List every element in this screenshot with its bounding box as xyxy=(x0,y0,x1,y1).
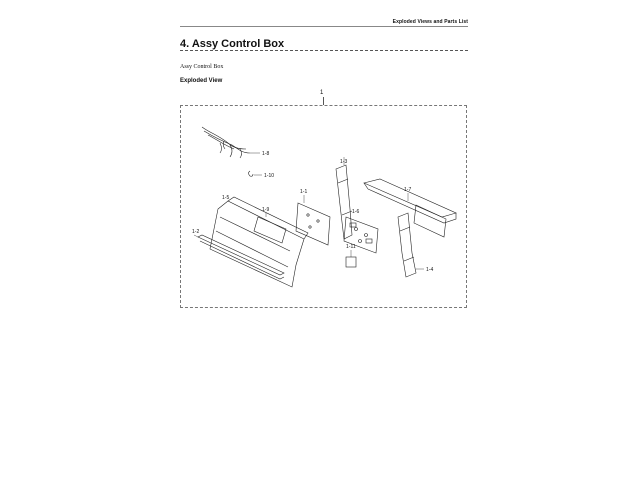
part-label-1-2: 1-2 xyxy=(192,229,200,235)
part-label-1-3: 1-3 xyxy=(340,159,348,165)
part-label-1-10: 1-10 xyxy=(264,173,275,179)
assembly-label: 1 xyxy=(320,90,324,96)
side-bracket-left-part xyxy=(336,157,352,239)
assembly-leader xyxy=(323,97,324,105)
part-label-1-5: 1-5 xyxy=(222,195,230,201)
header-rule xyxy=(180,26,468,27)
part-label-1-1: 1-1 xyxy=(300,189,308,195)
running-header: Exploded Views and Parts List xyxy=(392,19,468,25)
side-bracket-right-part xyxy=(398,213,424,277)
page-title: 4. Assy Control Box xyxy=(180,38,285,50)
part-label-1-6: 1-6 xyxy=(352,209,360,215)
part-label-1-8: 1-8 xyxy=(262,151,270,157)
clip-part xyxy=(249,171,263,176)
part-label-1-4: 1-4 xyxy=(426,267,434,273)
display-window-part xyxy=(254,213,286,243)
part-label-1-9: 1-9 xyxy=(262,207,270,213)
title-rule xyxy=(180,50,468,51)
wire-harness-part xyxy=(202,127,260,158)
part-label-1-7: 1-7 xyxy=(404,187,412,193)
tag-part xyxy=(346,250,356,267)
front-panel-part xyxy=(210,197,308,287)
exploded-view-diagram xyxy=(180,105,467,308)
section-heading: Exploded View xyxy=(180,78,223,84)
assembly-subtitle: Assy Control Box xyxy=(180,64,224,70)
part-label-1-11: 1-11 xyxy=(346,244,356,250)
